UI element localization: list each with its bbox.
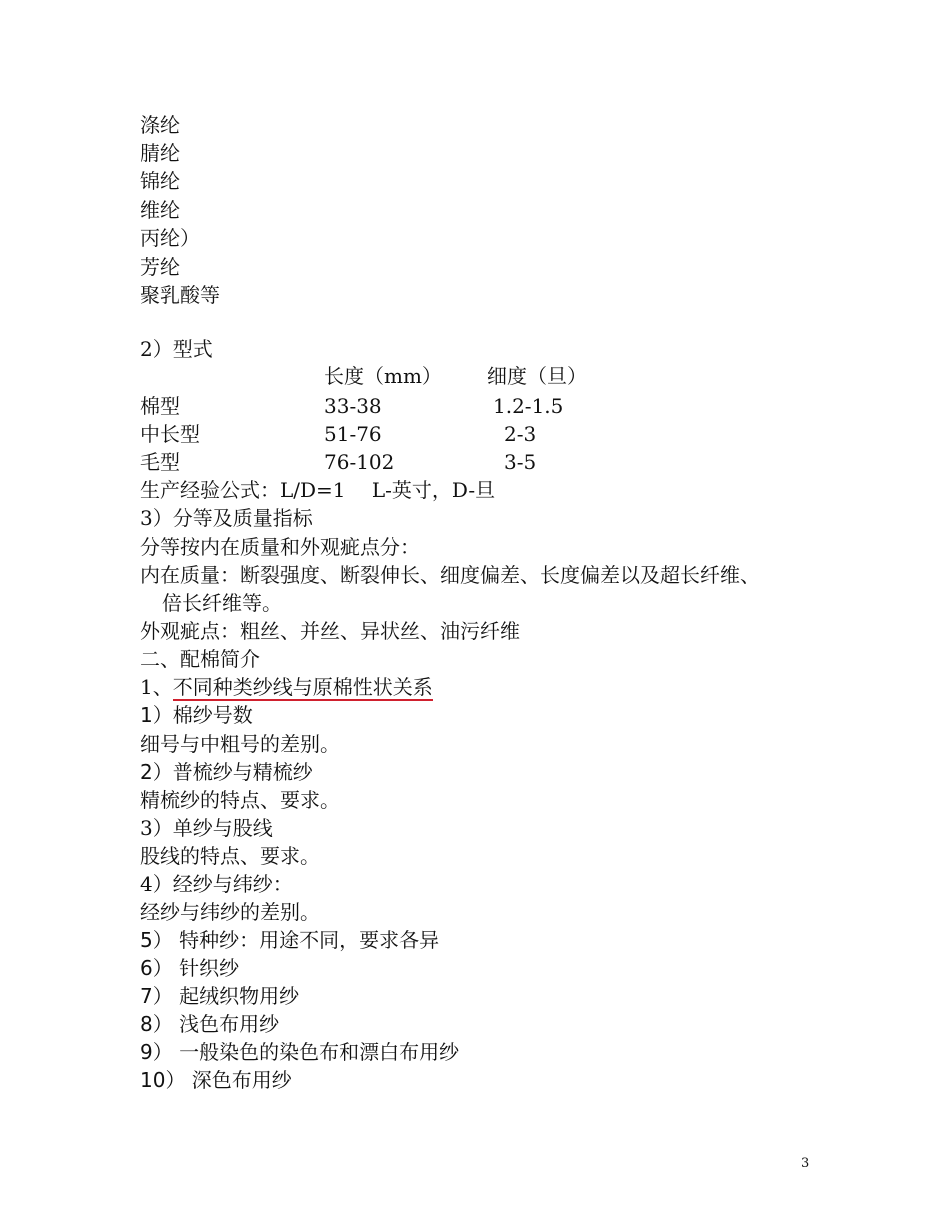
fiber-item-nylon: 锦纶 [140, 169, 180, 193]
fiber-item-pla: 聚乳酸等 [140, 283, 220, 307]
list-item: 1）棉纱号数 [140, 703, 253, 727]
section-heading-blending: 二、配棉简介 [140, 647, 260, 671]
fiber-item-vinylon: 维纶 [140, 198, 180, 222]
grading-line: 分等按内在质量和外观疵点分： [140, 535, 420, 559]
list-item: 6） 针织纱 [140, 956, 240, 980]
grading-line-continued: 倍长纤维等。 [162, 591, 282, 615]
table-header-fineness: 细度（旦） [487, 364, 587, 388]
fiber-item-polypropylene: 丙纶） [140, 226, 200, 250]
table-header-length: 长度（mm） [324, 364, 442, 388]
grading-line: 外观疵点：粗丝、并丝、异状丝、油污纤维 [140, 619, 520, 643]
list-item: 2）普梳纱与精梳纱 [140, 760, 313, 784]
list-item: 股线的特点、要求。 [140, 844, 320, 868]
list-item: 4）经纱与纬纱： [140, 872, 293, 896]
list-item: 7） 起绒织物用纱 [140, 984, 300, 1008]
table-row-fineness: 1.2-1.5 [493, 394, 564, 418]
list-item: 8） 浅色布用纱 [140, 1012, 280, 1036]
table-row-fineness: 3-5 [504, 450, 537, 474]
table-row-fineness: 2-3 [504, 422, 537, 446]
list-item: 9） 一般染色的染色布和漂白布用纱 [140, 1040, 460, 1064]
subsection-title-underlined: 不同种类纱线与原棉性状关系 [172, 675, 433, 699]
fiber-item-acrylic: 腈纶 [140, 141, 180, 165]
formula-line: 生产经验公式：L/D=1 L-英寸，D-旦 [140, 478, 496, 502]
section-heading-type: 2）型式 [140, 337, 213, 361]
list-item: 10） 深色布用纱 [140, 1068, 292, 1092]
page-number: 3 [801, 1156, 810, 1171]
subsection-prefix: 1、 [140, 675, 173, 699]
table-row-name: 中长型 [140, 422, 200, 446]
list-item: 经纱与纬纱的差别。 [140, 900, 320, 924]
fiber-item-aramid: 芳纶 [140, 255, 180, 279]
table-row-length: 51-76 [324, 422, 382, 446]
list-item: 精梳纱的特点、要求。 [140, 788, 340, 812]
table-row-name: 毛型 [140, 450, 180, 474]
section-heading-grading: 3）分等及质量指标 [140, 506, 313, 530]
grading-line: 内在质量：断裂强度、断裂伸长、细度偏差、长度偏差以及超长纤维、 [140, 563, 760, 587]
table-row-length: 33-38 [324, 394, 382, 418]
subsection-heading [140, 673, 433, 701]
list-item: 3）单纱与股线 [140, 816, 273, 840]
fiber-item-polyester: 涤纶 [140, 113, 180, 137]
list-item: 5） 特种纱：用途不同，要求各异 [140, 928, 440, 952]
list-item: 细号与中粗号的差别。 [140, 732, 340, 756]
table-row-name: 棉型 [140, 394, 180, 418]
table-row-length: 76-102 [324, 450, 395, 474]
